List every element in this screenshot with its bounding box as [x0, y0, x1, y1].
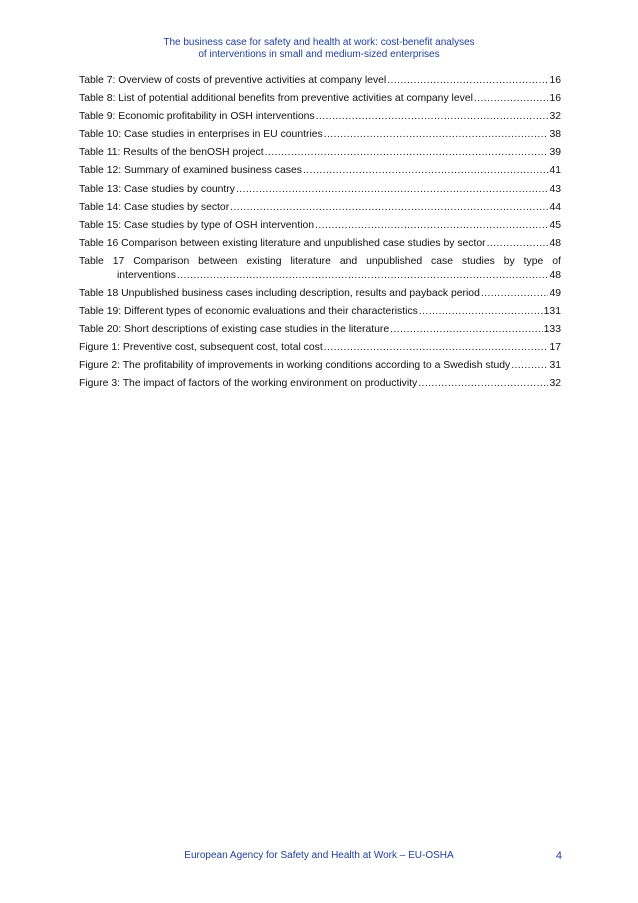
- toc-entry-title: Table 7: Overview of costs of preventive activities at company level: [79, 75, 387, 86]
- toc-entry-page: 41: [549, 165, 561, 177]
- title-word: Table: [79, 255, 104, 267]
- toc-entry-page: 16: [549, 93, 561, 105]
- title-word: case: [431, 255, 453, 267]
- dot-leader: [418, 375, 548, 393]
- dot-leader: [177, 269, 549, 283]
- title-word: existing: [246, 255, 282, 267]
- toc-entry-title: Figure 3: The impact of factors of the working environment on productivity: [79, 378, 418, 390]
- toc-entry-page: 39: [549, 147, 561, 159]
- title-word: and: [339, 255, 358, 267]
- toc-entry[interactable]: [79, 357, 561, 375]
- toc-entry-title-justified: [79, 255, 561, 269]
- toc-entry[interactable]: [79, 162, 561, 180]
- dot-leader: [303, 162, 549, 180]
- dot-leader: [419, 303, 543, 321]
- toc-entry-title: Table 8: List of potential additional benefits from preventive activities at company level: [79, 93, 473, 105]
- dot-leader: [316, 108, 549, 126]
- toc-entry[interactable]: [79, 90, 561, 108]
- dot-leader: [324, 126, 549, 144]
- toc-entry-page: 32: [549, 111, 561, 123]
- dot-leader: [387, 72, 548, 90]
- toc-entry-title: Table 9: Economic profitability in OSH interventions: [79, 111, 315, 123]
- dot-leader: [474, 90, 549, 108]
- list-of-tables-and-figures: [79, 72, 561, 394]
- page-number: 4: [555, 850, 562, 862]
- toc-entry-page: 48: [549, 269, 561, 281]
- dot-leader: [315, 217, 548, 235]
- toc-entry-page: 45: [549, 219, 561, 231]
- toc-entry-title: Table 18 Unpublished business cases including description, results and payback period: [79, 287, 480, 299]
- dot-leader: [481, 285, 549, 303]
- toc-entry-page: 49: [549, 287, 561, 299]
- dot-leader: [230, 199, 548, 217]
- toc-entry[interactable]: [79, 217, 561, 235]
- dot-leader: [390, 321, 543, 339]
- title-word: unpublished: [366, 255, 423, 267]
- toc-entry-page: 43: [549, 183, 561, 195]
- toc-entry-title: Figure 2: The profitability of improvements in working conditions according to a Swedish study: [79, 360, 511, 372]
- header-line-2: of interventions in small and medium-sized enterprises: [198, 49, 440, 60]
- toc-entry-title: Figure 1: Preventive cost, subsequent cost, total cost: [79, 342, 323, 354]
- toc-entry[interactable]: [79, 375, 561, 393]
- dot-leader: [236, 181, 548, 199]
- toc-entry-title: Table 13: Case studies by country: [79, 183, 235, 195]
- title-word: of: [552, 255, 561, 267]
- toc-entry[interactable]: [79, 144, 561, 162]
- toc-entry[interactable]: [79, 303, 561, 321]
- toc-entry-title: Table 10: Case studies in enterprises in EU countries: [79, 129, 323, 141]
- header-line-1: The business case for safety and health at work: cost-benefit analyses: [163, 37, 475, 48]
- toc-entry-page: 16: [549, 75, 561, 86]
- dot-leader: [265, 144, 549, 162]
- toc-entry[interactable]: [79, 126, 561, 144]
- dot-leader: [324, 339, 549, 357]
- toc-entry-page: 31: [549, 360, 561, 372]
- toc-entry[interactable]: [79, 108, 561, 126]
- toc-entry[interactable]: [79, 321, 561, 339]
- toc-entry-title: Table 19: Different types of economic evaluations and their characteristics: [79, 306, 418, 318]
- toc-entry[interactable]: [79, 235, 561, 253]
- toc-entry[interactable]: [79, 199, 561, 217]
- dot-leader: [511, 357, 548, 375]
- toc-entry-page: 32: [549, 378, 561, 390]
- toc-entry[interactable]: [79, 285, 561, 303]
- toc-entry-page: 17: [549, 342, 561, 354]
- dot-leader: [487, 235, 549, 253]
- running-header: [0, 37, 638, 61]
- toc-entry-page: 44: [549, 201, 561, 213]
- title-word: studies: [461, 255, 495, 267]
- toc-entry-title: Table 20: Short descriptions of existing case studies in the literature: [79, 324, 390, 336]
- toc-entry-title: Table 11: Results of the benOSH project: [79, 147, 264, 159]
- title-word: 17: [112, 255, 125, 267]
- toc-entry[interactable]: [79, 72, 561, 90]
- toc-entry-title-continued: interventions: [117, 269, 176, 281]
- toc-entry-title: Table 16 Comparison between existing literature and unpublished case studies by sector: [79, 237, 486, 249]
- toc-entry[interactable]: [79, 339, 561, 357]
- toc-entry-continuation: [79, 269, 561, 283]
- toc-entry-page: 38: [549, 129, 561, 141]
- toc-entry-title: Table 12: Summary of examined business cases: [79, 165, 302, 177]
- toc-entry-page: 48: [549, 237, 561, 249]
- title-word: Comparison: [133, 255, 190, 267]
- toc-entry-page: 131: [543, 306, 561, 318]
- title-word: between: [198, 255, 238, 267]
- title-word: literature: [290, 255, 331, 267]
- toc-entry-title: Table 14: Case studies by sector: [79, 201, 230, 213]
- toc-entry-multiline[interactable]: [79, 253, 561, 285]
- toc-entry-page: 133: [543, 324, 561, 336]
- title-word: type: [523, 255, 544, 267]
- title-word: by: [503, 255, 515, 267]
- toc-entry-title: Table 15: Case studies by type of OSH intervention: [79, 219, 315, 231]
- footer-organization: European Agency for Safety and Health at Work – EU-OSHA: [184, 850, 454, 861]
- toc-entry[interactable]: [79, 181, 561, 199]
